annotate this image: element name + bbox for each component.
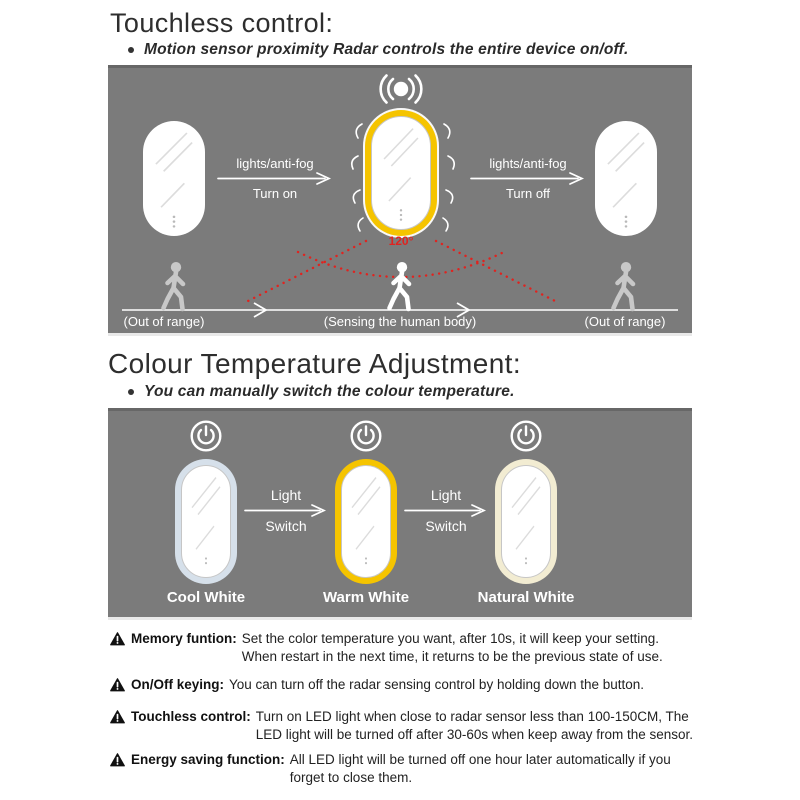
walking-person-icon <box>164 262 184 309</box>
light-switch-arrow-group <box>241 487 331 534</box>
note-text: All LED light will be turned off one hour later automatically if you forget to close them. <box>289 752 671 785</box>
right-arrow-icon <box>243 504 329 517</box>
light-switch-arrow-group <box>401 487 491 534</box>
note-energy-saving <box>110 751 671 787</box>
section-title-touchless: Touchless control: <box>110 8 334 38</box>
note-label: On/Off keying: <box>131 677 225 692</box>
mode-label-warm-white: Warm White <box>322 589 410 606</box>
section-title-colour-temp: Colour Temperature Adjustment: <box>108 348 522 379</box>
mirror-glass <box>501 465 551 578</box>
light-switch-label-bottom: Switch <box>265 518 307 534</box>
touchless-bullet <box>128 41 688 59</box>
mode-label-cool-white: Cool White <box>166 589 246 606</box>
note-touchless-control <box>110 708 693 744</box>
mirror-reflection <box>502 466 550 577</box>
note-text: Turn on LED light when close to radar sensor less than 100-150CM, The LED light will be turned off after 30-60s when keep away from the sensor. <box>255 709 694 742</box>
turn-on-arrow-label-bottom: Turn on <box>252 186 298 201</box>
mirror-cool-white <box>175 459 237 584</box>
walking-person-icon <box>390 262 410 309</box>
power-button-icon <box>189 419 223 453</box>
mirror-glass <box>181 465 231 578</box>
warning-icon <box>110 710 125 724</box>
note-memory-function <box>110 630 663 666</box>
power-button-icon <box>509 419 543 453</box>
mirror-natural-white <box>495 459 557 584</box>
touchless-bullet-text: Motion sensor proximity Radar controls the entire device on/off. <box>144 41 629 58</box>
mode-label-natural-white: Natural White <box>477 589 575 606</box>
note-label: Energy saving function: <box>131 752 285 767</box>
note-text: Set the color temperature you want, after 10s, it will keep your setting. When restart in the next time, it returns to be the previous state of use. <box>241 631 663 664</box>
walking-person-icon <box>614 262 634 309</box>
light-switch-label-top: Light <box>430 487 462 503</box>
sensing-angle-label: 120° <box>388 234 414 248</box>
power-button-icon <box>349 419 383 453</box>
range-label-right: (Out of range) <box>584 314 666 329</box>
mirror-warm-white <box>335 459 397 584</box>
note-label: Memory funtion: <box>131 631 237 646</box>
turn-off-arrow-label-top: lights/anti-fog <box>489 156 567 171</box>
note-text: You can turn off the radar sensing control by holding down the button. <box>229 677 645 692</box>
light-switch-label-top: Light <box>270 487 302 503</box>
note-onoff-keying <box>110 676 644 694</box>
note-label: Touchless control: <box>131 709 251 724</box>
range-label-left: (Out of range) <box>123 314 205 329</box>
right-arrow-icon <box>403 504 489 517</box>
warning-icon <box>110 753 125 767</box>
light-switch-label-bottom: Switch <box>425 518 467 534</box>
range-label-center: (Sensing the human body) <box>323 314 477 329</box>
colour-temp-diagram-panel <box>108 408 692 617</box>
bullet-dot-icon <box>128 389 134 395</box>
sensing-scene-graphic <box>108 68 692 333</box>
turn-off-arrow-label-bottom: Turn off <box>505 186 551 201</box>
mirror-reflection <box>342 466 390 577</box>
colour-temp-bullet-text: You can manually switch the colour temperature. <box>144 383 515 400</box>
warning-icon <box>110 632 125 646</box>
touchless-diagram-panel <box>108 65 692 333</box>
turn-on-arrow-label-top: lights/anti-fog <box>236 156 314 171</box>
mirror-reflection <box>182 466 230 577</box>
mirror-glass <box>341 465 391 578</box>
colour-temp-bullet <box>128 383 688 401</box>
bullet-dot-icon <box>128 47 134 53</box>
warning-icon <box>110 678 125 692</box>
